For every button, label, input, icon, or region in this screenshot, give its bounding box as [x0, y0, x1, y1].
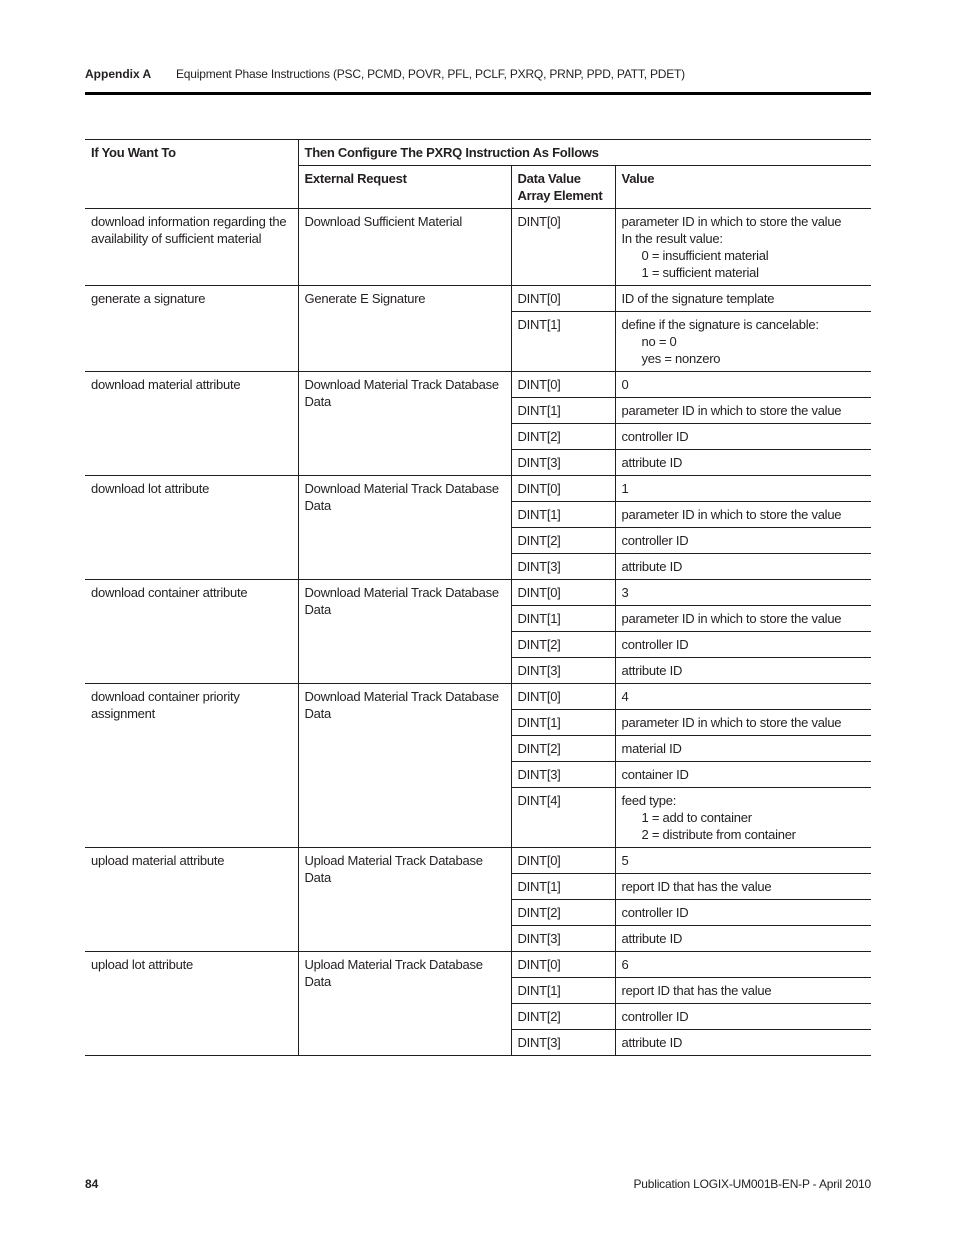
- cell-value: [615, 788, 871, 848]
- cell-array-element: DINT[0]: [511, 952, 615, 978]
- cell-value: [615, 528, 871, 554]
- cell-value: [615, 736, 871, 762]
- value-text: parameter ID in which to store the value: [621, 715, 842, 730]
- cell-value: [615, 978, 871, 1004]
- cell-external-request: Upload Material Track Database Data: [298, 848, 511, 952]
- table-row: [85, 286, 871, 312]
- cell-value: [615, 372, 871, 398]
- cell-if-you-want-to: download information regarding the availability of sufficient material: [85, 209, 298, 286]
- value-text: attribute ID: [621, 663, 683, 678]
- value-text: controller ID: [621, 637, 689, 652]
- col-header-data-value-line1: Data Value: [517, 171, 581, 186]
- value-text: material ID: [621, 741, 682, 756]
- cell-value: [615, 554, 871, 580]
- cell-value: [615, 286, 871, 312]
- cell-value: [615, 900, 871, 926]
- cell-if-you-want-to: upload lot attribute: [85, 952, 298, 1056]
- cell-array-element: DINT[3]: [511, 926, 615, 952]
- table-body: [85, 209, 871, 1056]
- pxrq-configuration-table: [85, 139, 871, 1056]
- table-row: [85, 372, 871, 398]
- value-text: attribute ID: [621, 559, 683, 574]
- cell-value: [615, 684, 871, 710]
- cell-external-request: Download Material Track Database Data: [298, 580, 511, 684]
- cell-if-you-want-to: download container priority assignment: [85, 684, 298, 848]
- cell-array-element: DINT[0]: [511, 476, 615, 502]
- cell-value: [615, 476, 871, 502]
- cell-value: [615, 580, 871, 606]
- cell-array-element: DINT[1]: [511, 710, 615, 736]
- cell-array-element: DINT[2]: [511, 900, 615, 926]
- value-option-line: no = 0: [641, 334, 677, 349]
- cell-array-element: DINT[1]: [511, 978, 615, 1004]
- cell-external-request: Generate E Signature: [298, 286, 511, 372]
- table-row: [85, 684, 871, 710]
- col-header-if-you-want-to: If You Want To: [85, 140, 298, 209]
- appendix-label: Appendix A: [85, 67, 152, 81]
- cell-value: [615, 1030, 871, 1056]
- value-text: report ID that has the value: [621, 879, 772, 894]
- cell-external-request: Download Material Track Database Data: [298, 684, 511, 848]
- table-row: [85, 580, 871, 606]
- value-text: controller ID: [621, 1009, 689, 1024]
- cell-value: [615, 209, 871, 286]
- cell-value: [615, 874, 871, 900]
- cell-array-element: DINT[1]: [511, 874, 615, 900]
- cell-value: [615, 658, 871, 684]
- value-text: 5: [621, 853, 629, 868]
- cell-external-request: Download Material Track Database Data: [298, 476, 511, 580]
- cell-value: [615, 424, 871, 450]
- value-option-line: yes = nonzero: [641, 351, 721, 366]
- cell-array-element: DINT[2]: [511, 632, 615, 658]
- cell-array-element: DINT[0]: [511, 286, 615, 312]
- cell-value: [615, 710, 871, 736]
- cell-array-element: DINT[3]: [511, 658, 615, 684]
- cell-external-request: Download Material Track Database Data: [298, 372, 511, 476]
- cell-value: [615, 848, 871, 874]
- page-header: [85, 66, 871, 95]
- value-option-line: 1 = sufficient material: [641, 265, 759, 280]
- value-text: feed type:: [621, 793, 677, 808]
- cell-value: [615, 312, 871, 372]
- cell-value: [615, 502, 871, 528]
- cell-value: [615, 450, 871, 476]
- value-text: parameter ID in which to store the value: [621, 403, 842, 418]
- value-option-line: 1 = add to container: [641, 810, 752, 825]
- col-header-data-value-array-element: [511, 166, 615, 209]
- value-text: controller ID: [621, 533, 689, 548]
- running-title: Equipment Phase Instructions (PSC, PCMD, POVR, PFL, PCLF, PXRQ, PRNP, PPD, PATT, PDET): [176, 67, 685, 81]
- cell-if-you-want-to: download lot attribute: [85, 476, 298, 580]
- table-row: [85, 209, 871, 286]
- cell-array-element: DINT[0]: [511, 684, 615, 710]
- cell-value: [615, 762, 871, 788]
- cell-if-you-want-to: generate a signature: [85, 286, 298, 372]
- value-subline: In the result value:: [621, 231, 723, 246]
- cell-array-element: DINT[2]: [511, 1004, 615, 1030]
- value-text: attribute ID: [621, 1035, 683, 1050]
- table-row: [85, 952, 871, 978]
- value-text: 4: [621, 689, 629, 704]
- value-option-line: 2 = distribute from container: [641, 827, 796, 842]
- value-option-line: 0 = insufficient material: [641, 248, 769, 263]
- cell-array-element: DINT[3]: [511, 554, 615, 580]
- value-text: 6: [621, 957, 629, 972]
- cell-array-element: DINT[0]: [511, 209, 615, 286]
- value-text: container ID: [621, 767, 689, 782]
- value-text: define if the signature is cancelable:: [621, 317, 819, 332]
- cell-array-element: DINT[3]: [511, 1030, 615, 1056]
- value-text: ID of the signature template: [621, 291, 775, 306]
- value-text: 3: [621, 585, 629, 600]
- cell-value: [615, 1004, 871, 1030]
- cell-external-request: Upload Material Track Database Data: [298, 952, 511, 1056]
- value-text: 0: [621, 377, 629, 392]
- value-text: attribute ID: [621, 931, 683, 946]
- cell-array-element: DINT[1]: [511, 312, 615, 372]
- cell-value: [615, 926, 871, 952]
- cell-array-element: DINT[3]: [511, 762, 615, 788]
- cell-if-you-want-to: upload material attribute: [85, 848, 298, 952]
- col-header-external-request: External Request: [298, 166, 511, 209]
- cell-external-request: Download Sufficient Material: [298, 209, 511, 286]
- cell-array-element: DINT[0]: [511, 848, 615, 874]
- cell-array-element: DINT[1]: [511, 606, 615, 632]
- cell-value: [615, 632, 871, 658]
- col-header-then-configure: Then Configure The PXRQ Instruction As Follows: [298, 140, 871, 166]
- value-text: 1: [621, 481, 629, 496]
- table-row: [85, 476, 871, 502]
- value-text: parameter ID in which to store the value: [621, 214, 842, 229]
- value-text: parameter ID in which to store the value: [621, 507, 842, 522]
- page-number: 84: [85, 1177, 99, 1191]
- cell-array-element: DINT[0]: [511, 372, 615, 398]
- col-header-data-value-line2: Array Element: [517, 188, 603, 203]
- cell-if-you-want-to: download container attribute: [85, 580, 298, 684]
- cell-if-you-want-to: download material attribute: [85, 372, 298, 476]
- cell-array-element: DINT[2]: [511, 736, 615, 762]
- value-text: report ID that has the value: [621, 983, 772, 998]
- publication-id: Publication LOGIX-UM001B-EN-P - April 2010: [633, 1177, 871, 1191]
- value-text: attribute ID: [621, 455, 683, 470]
- value-text: parameter ID in which to store the value: [621, 611, 842, 626]
- table-header-row-1: [85, 140, 871, 166]
- cell-value: [615, 398, 871, 424]
- cell-array-element: DINT[4]: [511, 788, 615, 848]
- cell-value: [615, 606, 871, 632]
- cell-array-element: DINT[1]: [511, 502, 615, 528]
- cell-value: [615, 952, 871, 978]
- cell-array-element: DINT[1]: [511, 398, 615, 424]
- value-text: controller ID: [621, 429, 689, 444]
- cell-array-element: DINT[2]: [511, 528, 615, 554]
- value-text: controller ID: [621, 905, 689, 920]
- cell-array-element: DINT[0]: [511, 580, 615, 606]
- cell-array-element: DINT[2]: [511, 424, 615, 450]
- table-row: [85, 848, 871, 874]
- cell-array-element: DINT[3]: [511, 450, 615, 476]
- col-header-value: Value: [615, 166, 871, 209]
